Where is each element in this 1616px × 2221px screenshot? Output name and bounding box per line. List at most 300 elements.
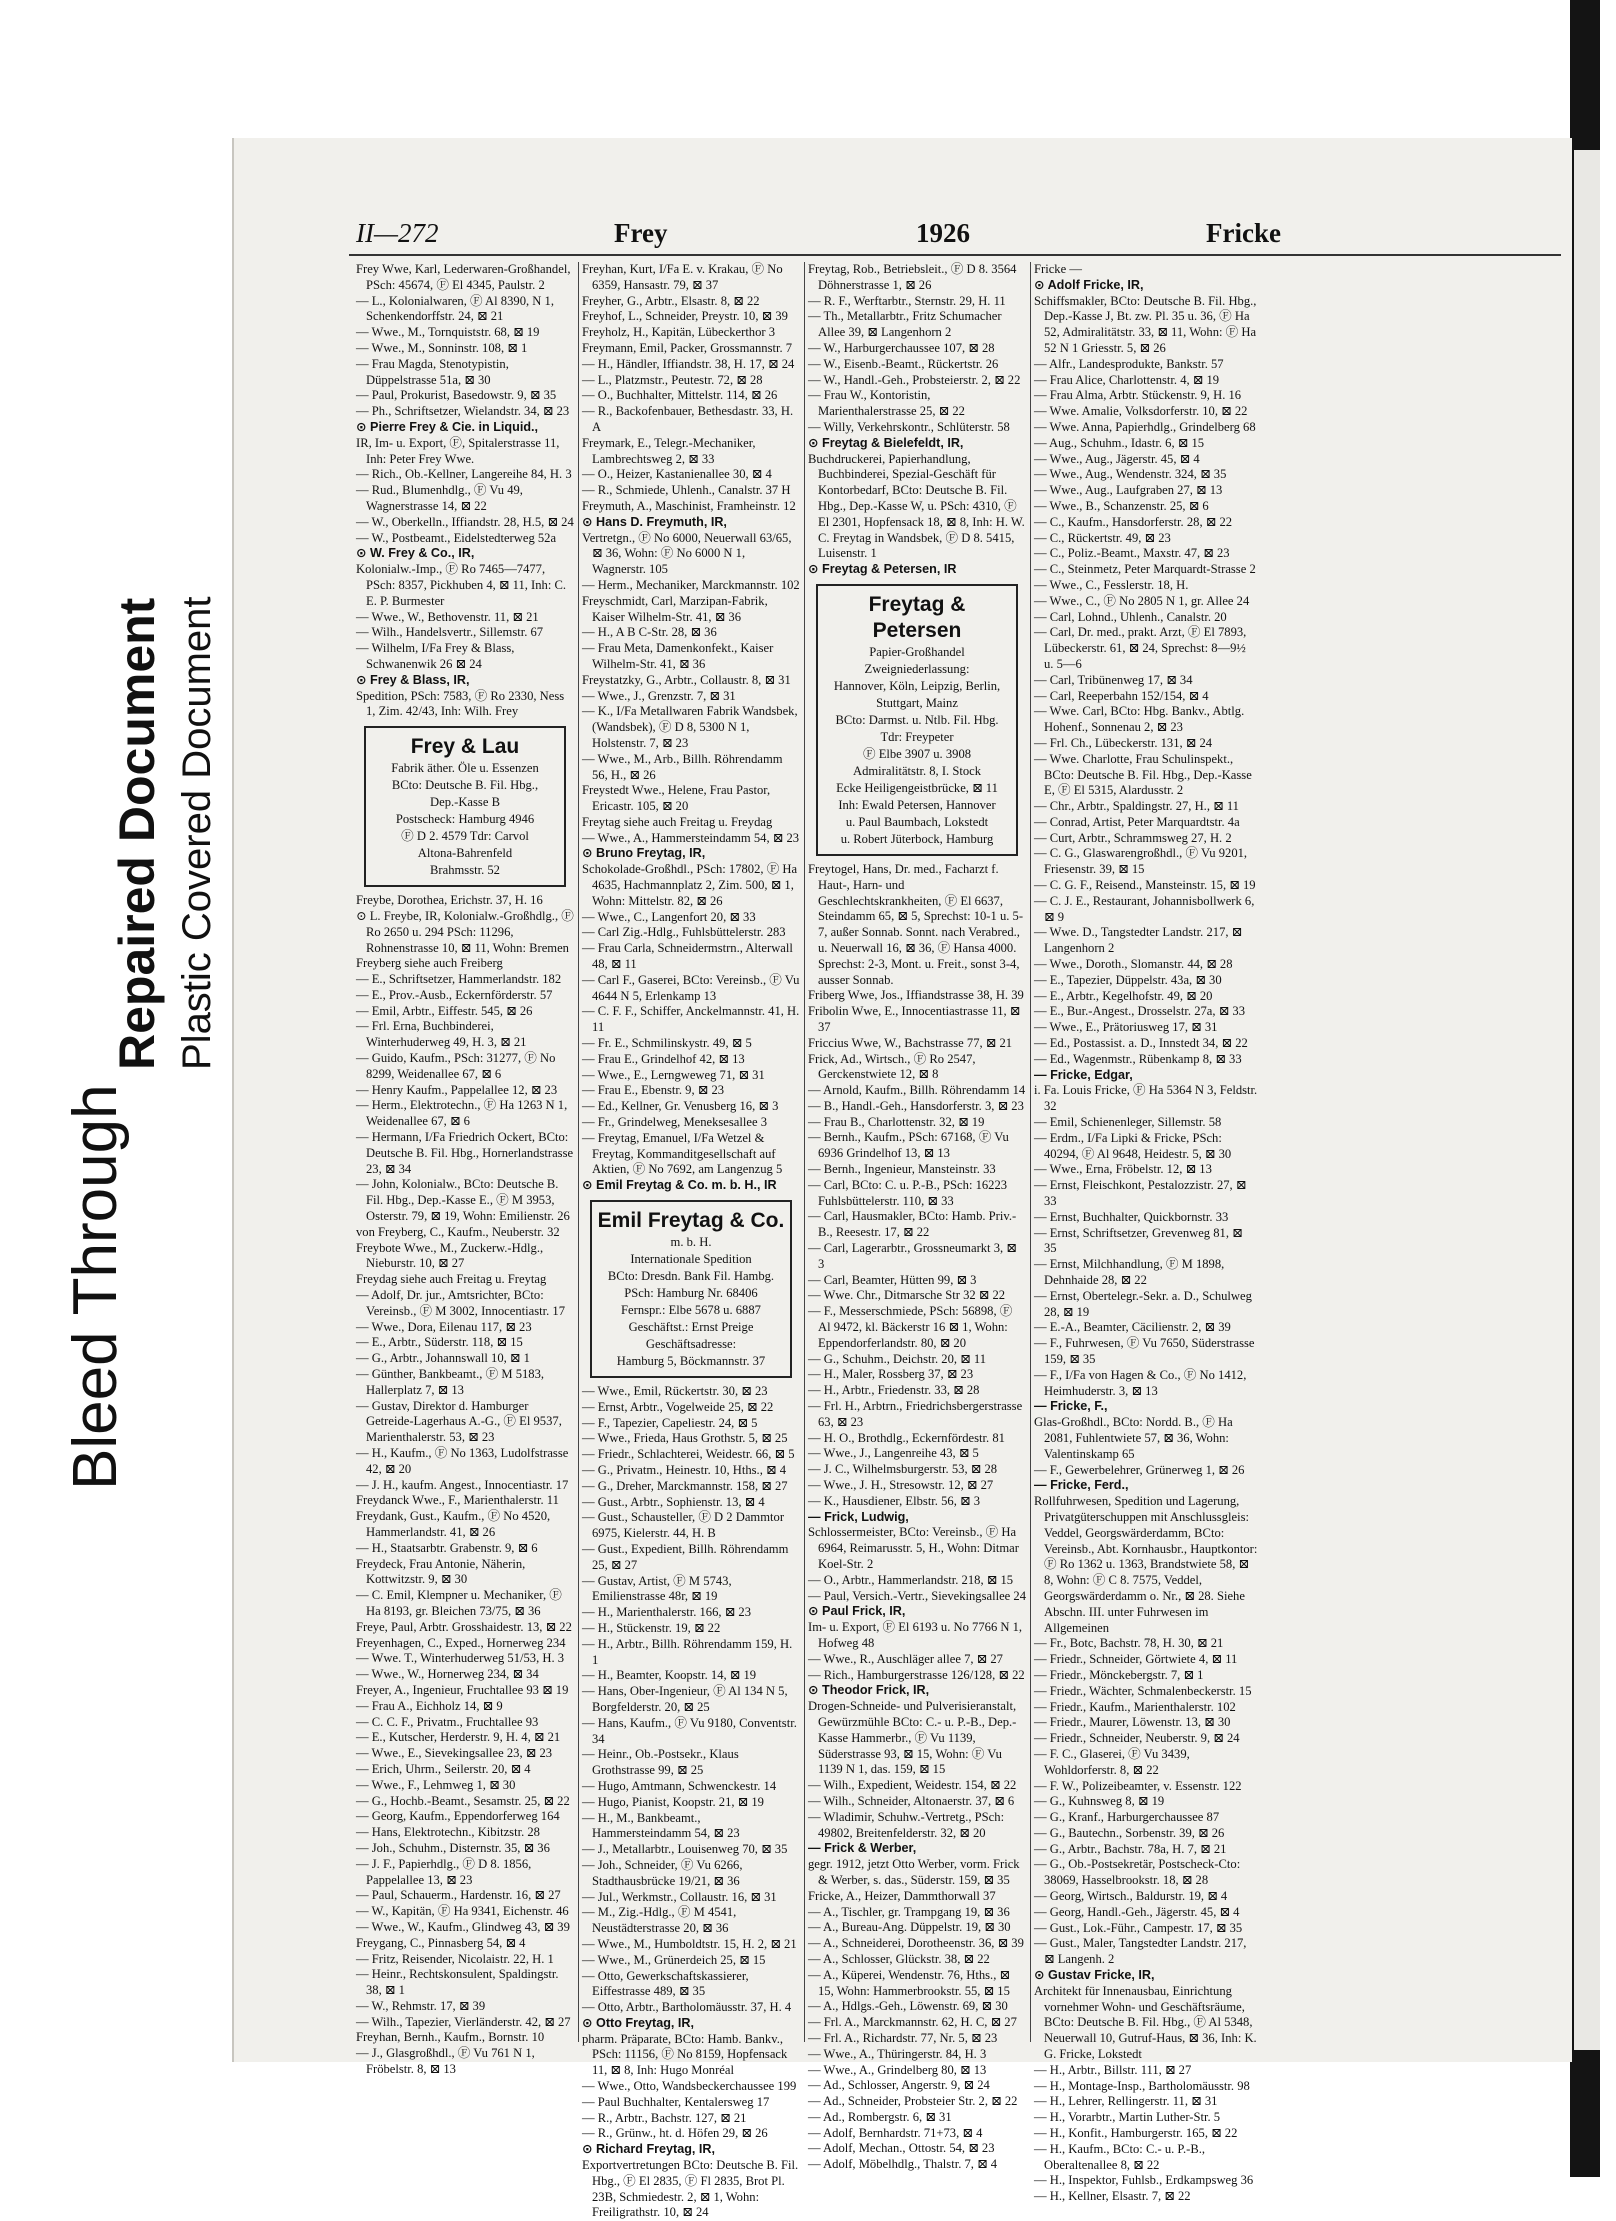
directory-entry: — R. F., Werftarbtr., Sternstr. 29, H. 11 <box>808 293 1006 308</box>
directory-entry: Freygang, C., Pinnasberg 54, ⊠ 4 <box>356 1935 526 1950</box>
ad-line: Ⓕ Elbe 3907 u. 3908 <box>862 746 972 761</box>
directory-entry: — Ernst, Buchhalter, Quickbornstr. 33 <box>1034 1209 1229 1224</box>
directory-column-2 <box>582 262 800 2220</box>
directory-entry: — C., Kaufm., Hansdorferstr. 28, ⊠ 22 <box>1034 514 1233 529</box>
firm-entry: — Frick, Ludwig, <box>808 1509 909 1524</box>
directory-entry: — W., Rehmstr. 17, ⊠ 39 <box>356 1998 486 2013</box>
directory-entry: Freystedt Wwe., Helene, Frau Pastor, Ericastr. 105, ⊠ 20 <box>582 783 771 814</box>
directory-entry: — Fritz, Reisender, Nicolaistr. 22, H. 1 <box>356 1951 554 1966</box>
ad-title: Frey & Lau <box>410 735 520 759</box>
directory-entry: — Paul, Prokurist, Basedowstr. 9, ⊠ 35 <box>356 388 557 403</box>
directory-entry: — Hugo, Pianist, Koopstr. 21, ⊠ 19 <box>582 1794 764 1809</box>
directory-entry: Fribolin Wwe, E., Innocentiastrasse 11, ⊠ 37 <box>808 1004 1021 1034</box>
ad-line: Fernspr.: Elbe 5678 u. 6887 <box>621 1303 761 1318</box>
directory-entry: — H., Kaufm., Ⓕ No 1363, Ludolfstrasse 42, ⊠ 20 <box>356 1446 569 1476</box>
directory-entry: — Rud., Blumenhdlg., Ⓕ Vu 49, Wagnerstrasse 14, ⊠ 22 <box>356 483 523 513</box>
ad-line: Hamburg 5, Böckmannstr. 37 <box>616 1354 766 1369</box>
ad-line: Dep.-Kasse B <box>430 795 500 810</box>
directory-entry: — Wwe., E., Sievekingsallee 23, ⊠ 23 <box>356 1746 553 1761</box>
ad-line: PSch: Hamburg Nr. 68406 <box>624 1286 758 1301</box>
directory-entry: — Wwe., E., Lerngweweg 71, ⊠ 31 <box>582 1067 765 1082</box>
directory-entry: — H., Lehrer, Rellingerstr. 11, ⊠ 31 <box>1034 2094 1218 2109</box>
directory-entry: Freydag siehe auch Freitag u. Freytag <box>356 1272 547 1287</box>
directory-entry: — Guido, Kaufm., PSch: 31277, Ⓕ No 8299, Weidenallee 67, ⊠ 6 <box>356 1051 556 1081</box>
directory-entry: — Gustav, Artist, Ⓕ M 5743, Emilienstrasse 48r, ⊠ 19 <box>582 1573 732 1604</box>
directory-entry: Im- u. Export, Ⓕ El 6193 u. No 7766 N 1, Hofweg 48 <box>808 1620 1023 1650</box>
directory-entry: — Wwe., W., Kaufm., Glindweg 43, ⊠ 39 <box>356 1919 570 1934</box>
ad-line: Fabrik äther. Öle u. Essenzen <box>391 761 539 776</box>
directory-entry: — G., Dreher, Marckmannstr. 158, ⊠ 27 <box>582 1478 788 1493</box>
directory-entry: — Wwe., R., Auschläger allee 7, ⊠ 27 <box>808 1651 1003 1666</box>
directory-entry: — Ed., Kellner, Gr. Venusberg 16, ⊠ 3 <box>582 1099 779 1114</box>
directory-entry: — Carl, Beamter, Hütten 99, ⊠ 3 <box>808 1272 977 1287</box>
ad-line: u. Robert Jüterbock, Hamburg <box>840 831 994 846</box>
directory-entry: — Frau E., Ebenstr. 9, ⊠ 23 <box>582 1083 725 1098</box>
directory-entry: — Günther, Bankbeamt., Ⓕ M 5183, Hallerplatz 7, ⊠ 13 <box>356 1367 545 1397</box>
directory-entry: — W., Oberkelln., Iffiandstr. 28, H.5, ⊠ 24 <box>356 514 574 529</box>
firm-entry: ⊙ Hans D. Freymuth, IR, <box>582 514 727 529</box>
header-first-name: Frey <box>614 218 668 248</box>
directory-entry: — M., Zig.-Hdlg., Ⓕ M 4541, Neustädterstrasse 20, ⊠ 36 <box>582 1905 737 1936</box>
directory-entry: — Ernst, Arbtr., Vogelweide 25, ⊠ 22 <box>582 1399 774 1414</box>
directory-entry: — Friedr., Schneider, Neuberstr. 9, ⊠ 24 <box>1034 1731 1240 1746</box>
directory-entry: — Wwe., A., Grindelberg 80, ⊠ 13 <box>808 2062 987 2077</box>
directory-entry: — C. G., Glaswarengroßhdl., Ⓕ Vu 9201, Friesenstr. 39, ⊠ 15 <box>1034 846 1248 877</box>
directory-entry: — H., Arbtr., Billh. Röhrendamm 159, H. 1 <box>582 1636 793 1667</box>
directory-entry: — O., Arbtr., Hammerlandstr. 218, ⊠ 15 <box>808 1572 1014 1587</box>
directory-entry: pharm. Präparate, BCto: Hamb. Bankv., PSch: 11156, Ⓕ No 8159, Hopfensack 11, ⊠ 8, Inh: Hugo Monréal <box>582 2031 788 2078</box>
directory-entry: — H., Kaufm., BCto: C.- u. P.-B., Oberaltenallee 8, ⊠ 22 <box>1034 2141 1206 2172</box>
plastic-covered-label: Plastic Covered Document <box>175 596 219 1070</box>
directory-entry: — W., Handl.-Geh., Probsteierstr. 2, ⊠ 22 <box>808 372 1021 387</box>
header-last-name: Fricke <box>1206 218 1281 248</box>
directory-entry: — Wwe., Frieda, Haus Grothstr. 5, ⊠ 25 <box>582 1431 788 1446</box>
ad-line: Ⓕ D 2. 4579 Tdr: Carvol <box>401 829 529 844</box>
directory-entry: — Aug., Schuhm., Idastr. 6, ⊠ 15 <box>1034 435 1205 450</box>
directory-entry: Freybote Wwe., M., Zuckerw.-Hdlg., Nieburstr. 10, ⊠ 27 <box>356 1240 544 1271</box>
directory-entry: — E., Arbtr., Kegelhofstr. 49, ⊠ 20 <box>1034 988 1213 1003</box>
directory-entry: — Ernst, Schriftsetzer, Grevenweg 81, ⊠ 35 <box>1034 1225 1243 1256</box>
directory-entry: — H., Kellner, Elsastr. 7, ⊠ 22 <box>1034 2189 1191 2204</box>
directory-entry: — O., Heizer, Kastanienallee 30, ⊠ 4 <box>582 467 772 482</box>
directory-entry: — Wwe., Doroth., Slomanstr. 44, ⊠ 28 <box>1034 957 1233 972</box>
directory-entry: — Jul., Werkmstr., Collaustr. 16, ⊠ 31 <box>582 1889 777 1904</box>
ad-line: Geschäftsadresse: <box>645 1337 737 1352</box>
directory-entry: — Gust., Lok.-Führ., Campestr. 17, ⊠ 35 <box>1034 1920 1243 1935</box>
directory-entry: Freydanck Wwe., F., Marienthalerstr. 11 <box>356 1493 559 1508</box>
directory-entry: — K., I/Fa Metallwaren Fabrik Wandsbek, (Wandsbek), Ⓕ D 8, 5300 N 1, Holstenstr. 7, ⊠ 23 <box>582 704 798 750</box>
directory-entry: — Hans, Elektrotechn., Kibitzstr. 28 <box>356 1825 540 1840</box>
directory-entry: — L., Kolonialwaren, Ⓕ Al 8390, N 1, Schenkendorffstr. 24, ⊠ 21 <box>356 293 554 324</box>
header-rule <box>349 254 1561 256</box>
directory-entry: — J., Glasgroßhdl., Ⓕ Vu 761 N 1, Fröbelstr. 8, ⊠ 13 <box>356 2046 535 2077</box>
directory-page <box>232 138 1572 2220</box>
directory-entry: — Wwe., M., Sonninstr. 108, ⊠ 1 <box>356 340 528 355</box>
ad-line: BCto: Dresdn. Bank Fil. Hambg. <box>607 1269 775 1284</box>
directory-entry: — Wwe., M., Grünerdeich 25, ⊠ 15 <box>582 1952 766 1967</box>
directory-entry: Schokolade-Großhdl., PSch: 17802, Ⓕ Ha 4635, Hachmannplatz 2, Zim. 500, ⊠ 1, Wohn: Mittelstr. 82, ⊠ 26 <box>582 862 798 908</box>
directory-entry: — Herm., Mechaniker, Marckmannstr. 102 <box>582 577 800 592</box>
directory-entry: — Willy, Verkehrskontr., Schlüterstr. 58 <box>808 419 1010 434</box>
directory-entry: — Wwe., J. H., Stresowstr. 12, ⊠ 27 <box>808 1478 994 1493</box>
directory-entry: — H., Staatsarbtr. Grabenstr. 9, ⊠ 6 <box>356 1540 538 1555</box>
directory-entry: Freystatzky, G., Arbtr., Collaustr. 8, ⊠ 31 <box>582 672 791 687</box>
directory-entry: — Wwe., M., Arb., Billh. Röhrendamm 56, H., ⊠ 26 <box>582 751 783 782</box>
directory-entry: Freyher, G., Arbtr., Elsastr. 8, ⊠ 22 <box>582 293 760 308</box>
directory-entry: — Paul, Versich.-Vertr., Sievekingsallee 24 <box>808 1588 1027 1603</box>
directory-entry: — Ernst, Milchhandlung, Ⓕ M 1898, Dehnhaide 28, ⊠ 22 <box>1034 1257 1225 1287</box>
directory-entry: — Bernh., Kaufm., PSch: 67168, Ⓕ Vu 6936 Grindelhof 13, ⊠ 13 <box>808 1130 1009 1161</box>
directory-entry: Freydeck, Frau Antonie, Näherin, Kottwitzstr. 9, ⊠ 30 <box>356 1556 526 1587</box>
directory-entry: — C. Emil, Klempner u. Mechaniker, Ⓕ Ha 8193, gr. Bleichen 73/75, ⊠ 36 <box>356 1588 562 1618</box>
directory-column-3 <box>808 262 1027 2172</box>
directory-entry: — Wwe. T., Winterhuderweg 51/53, H. 3 <box>356 1651 565 1666</box>
directory-entry: — H., Konfit., Hamburgerstr. 165, ⊠ 22 <box>1034 2126 1238 2141</box>
directory-entry: — H. O., Brothdlg., Eckernfördestr. 81 <box>808 1430 1005 1445</box>
directory-entry: — Th., Metallarbtr., Fritz Schumacher Allee 39, ⊠ Langenhorn 2 <box>808 309 1002 340</box>
ad-line: Postscheck: Hamburg 4946 <box>395 812 535 827</box>
directory-entry: — Wwe., Otto, Wandsbeckerchaussee 199 <box>582 2079 797 2094</box>
directory-entry: — Hugo, Amtmann, Schwenckestr. 14 <box>582 1778 777 1793</box>
directory-entry: — E., Bur.-Angest., Drosselstr. 27a, ⊠ 33 <box>1034 1004 1245 1019</box>
directory-entry: — H., Arbtr., Billstr. 111, ⊠ 27 <box>1034 2062 1192 2077</box>
directory-entry: Freytogel, Hans, Dr. med., Facharzt f. Haut-, Harn- und Geschlechtskrankheiten, Ⓕ El 6637, Steindamm 65, ⊠ 5, Sprechst: 10-1 u. 5-7, außer Sonnab. Sonnt. nach Verabred., u. Neuerwall 16, ⊠ 36, Ⓕ Hansa 4000. Sprechst: 2-3, Mont. u. Freit., sonst 3-4, ausser Sonnab. <box>808 861 1024 987</box>
directory-entry: ⊙ L. Freybe, IR, Kolonialw.-Großhdlg., Ⓕ Ro 2650 u. 294 PSch: 11296, Rohnenstrasse 10, ⊠ 11, Wohn: Bremen <box>356 908 574 955</box>
directory-entry: — Wwe., Aug., Wendenstr. 324, ⊠ 35 <box>1034 467 1227 482</box>
directory-entry: — K., Hausdiener, Elbstr. 56, ⊠ 3 <box>808 1493 980 1508</box>
firm-entry: ⊙ Paul Frick, IR, <box>808 1604 906 1619</box>
directory-entry: — Carl, BCto: C. u. P.-B., PSch: 16223 Fuhlsbüttelerstr. 110, ⊠ 33 <box>808 1177 1008 1208</box>
directory-entry: — Conrad, Artist, Peter Marquardtstr. 4a <box>1034 814 1240 829</box>
directory-entry: — Wwe. Chr., Ditmarsche Str 32 ⊠ 22 <box>808 1288 1006 1303</box>
directory-entry: — Rich., Hamburgerstrasse 126/128, ⊠ 22 <box>808 1667 1025 1682</box>
directory-entry: — F., Messerschmiede, PSch: 56898, Ⓕ Al 9472, kl. Bäckerstr 16 ⊠ 1, Wohn: Eppendorferlandstr. 80, ⊠ 20 <box>808 1304 1013 1350</box>
directory-entry: — Friedr., Maurer, Löwenstr. 13, ⊠ 30 <box>1034 1715 1231 1730</box>
directory-entry: i. Fa. Louis Fricke, Ⓕ Ha 5364 N 3, Feldstr. 32 <box>1034 1083 1258 1114</box>
directory-entry: — Adolf, Mechan., Ottostr. 54, ⊠ 23 <box>808 2141 995 2156</box>
firm-entry: ⊙ Freytag & Petersen, IR <box>808 562 957 577</box>
directory-entry: Spedition, PSch: 7583, Ⓕ Ro 2330, Ness 1, Zim. 42/43, Inh: Wilh. Frey <box>356 688 565 719</box>
directory-entry: — H., Arbtr., Friedenstr. 33, ⊠ 28 <box>808 1383 980 1398</box>
directory-entry: Freyhan, Kurt, I/Fa E. v. Krakau, Ⓕ No 6359, Hansastr. 79, ⊠ 37 <box>582 262 783 292</box>
ad-line: Hannover, Köln, Leipzig, Berlin, <box>833 678 1001 693</box>
firm-entry: ⊙ Adolf Fricke, IR, <box>1034 277 1144 292</box>
directory-entry: Kolonialw.-Imp., Ⓕ Ro 7465—7477, PSch: 8357, Pickhuben 4, ⊠ 11, Inh: C. E. P. Burmester <box>356 562 567 608</box>
directory-entry: — Frl. Erna, Buchbinderei, Winterhuderweg 49, H. 3, ⊠ 21 <box>356 1019 527 1050</box>
directory-entry: — F. C., Glaserei, Ⓕ Vu 3439, Wohldorferstr. 8, ⊠ 22 <box>1034 1746 1190 1777</box>
directory-entry: — H., Marienthalerstr. 166, ⊠ 23 <box>582 1605 751 1620</box>
directory-entry: Exportvertretungen BCto: Deutsche B. Fil. Hbg., Ⓕ El 2835, Ⓕ Fl 2835, Brot Pl. 23B, Schmiedestr. 2, ⊠ 1, Wohn: Freiligrathstr. 10, ⊠ 24 <box>582 2158 799 2220</box>
directory-entry: — H., Montage-Insp., Bartholomäusstr. 98 <box>1034 2078 1250 2093</box>
directory-entry: Freytag, Rob., Betriebsleit., Ⓕ D 8. 3564 Döhnerstrasse 1, ⊠ 26 <box>808 262 1017 292</box>
directory-entry: Freymark, E., Telegr.-Mechaniker, Lambrechtsweg 2, ⊠ 33 <box>582 435 756 466</box>
adjacent-page-fold <box>1574 150 1600 2050</box>
ad-line: Papier-Großhandel <box>869 644 965 659</box>
directory-entry: — Carl, Hausmakler, BCto: Hamb. Priv.-B., Reesestr. 17, ⊠ 22 <box>808 1209 1017 1240</box>
directory-entry: Freye, Paul, Arbtr. Grosshaidestr. 13, ⊠ 22 <box>356 1619 572 1634</box>
directory-entry: — Heinr., Rechtskonsulent, Spaldingstr. 38, ⊠ 1 <box>356 1967 559 1998</box>
directory-entry: Schiffsmakler, BCto: Deutsche B. Fil. Hbg., Dep.-Kasse J, Bt. zw. Pl. 35 u. 36, Ⓕ Ha 52, Admiralitätstr. 33, ⊠ 11, Wohn: Ⓕ Ha 52 N 1 Griesstr. 5, ⊠ 26 <box>1034 293 1257 355</box>
directory-entry: — F., Fuhrwesen, Ⓕ Vu 7650, Süderstrasse 159, ⊠ 35 <box>1034 1336 1255 1366</box>
directory-entry: — G., Arbtr., Johannswall 10, ⊠ 1 <box>356 1351 530 1366</box>
directory-entry: — Hans, Kaufm., Ⓕ Vu 9180, Conventstr. 34 <box>582 1715 797 1746</box>
directory-entry: — Fr., Grindelweg, Meneksesallee 3 <box>582 1115 768 1130</box>
directory-entry: — Wwe., A., Hammersteindamm 54, ⊠ 23 <box>582 830 800 845</box>
directory-entry: — Wilhelm, I/Fa Frey & Blass, Schwanenwik 26 ⊠ 24 <box>356 641 515 671</box>
directory-entry: — Henry Kaufm., Pappelallee 12, ⊠ 23 <box>356 1082 558 1097</box>
directory-entry: — Frau W., Kontoristin, Marienthalerstrasse 25, ⊠ 22 <box>808 388 965 419</box>
directory-entry: — Georg, Wirtsch., Baldurstr. 19, ⊠ 4 <box>1034 1889 1228 1904</box>
directory-entry: — E.-A., Beamter, Cäcilienstr. 2, ⊠ 39 <box>1034 1320 1231 1335</box>
firm-entry: ⊙ Emil Freytag & Co. m. b. H., IR <box>582 1178 777 1193</box>
directory-entry: — Adolf, Möbelhdlg., Thalstr. 7, ⊠ 4 <box>808 2157 998 2172</box>
directory-entry: — Hans, Ober-Ingenieur, Ⓕ Al 134 N 5, Borgfelderstr. 20, ⊠ 25 <box>582 1684 788 1714</box>
directory-entry: — Wwe., W., Bethovenstr. 11, ⊠ 21 <box>356 609 539 624</box>
ad-line: Stuttgart, Mainz <box>876 695 958 710</box>
directory-entry: — J. C., Wilhelmsburgerstr. 53, ⊠ 28 <box>808 1462 998 1477</box>
directory-entry: — L., Platzmstr., Peutestr. 72, ⊠ 28 <box>582 372 763 387</box>
directory-entry: — F. W., Polizeibeamter, v. Essenstr. 122 <box>1034 1778 1242 1793</box>
directory-entry: — A., Schneiderei, Dorotheenstr. 36, ⊠ 39 <box>808 1936 1024 1951</box>
ad-title: Freytag & Petersen <box>868 592 966 642</box>
ad-line: Brahmsstr. 52 <box>430 863 500 878</box>
directory-entry: — Wwe. Amalie, Volksdorferstr. 10, ⊠ 22 <box>1034 404 1248 419</box>
directory-entry: — Fr., Botc, Bachstr. 78, H. 30, ⊠ 21 <box>1034 1636 1224 1651</box>
directory-entry: — Wwe., M., Tornquiststr. 68, ⊠ 19 <box>356 325 540 340</box>
advertisement-box <box>364 726 566 887</box>
directory-entry: — C. F. F., Schiffer, Anckelmannstr. 41, H. 11 <box>582 1004 800 1035</box>
directory-entry: — E., Prov.-Ausb., Eckernförderstr. 57 <box>356 987 553 1002</box>
ad-line: Tdr: Freypeter <box>880 729 954 744</box>
directory-entry: — Georg, Handl.-Geh., Jägerstr. 45, ⊠ 4 <box>1034 1904 1240 1919</box>
column-divider <box>1030 262 1031 2042</box>
directory-entry: — Herm., Elektrotechn., Ⓕ Ha 1263 N 1, Weidenallee 67, ⊠ 6 <box>356 1098 568 1129</box>
ad-line: Altona-Bahrenfeld <box>417 846 513 861</box>
directory-entry: — C., Poliz.-Beamt., Maxstr. 47, ⊠ 23 <box>1034 546 1230 561</box>
directory-entry: — Bernh., Ingenieur, Mansteinstr. 33 <box>808 1162 996 1177</box>
ad-line: u. Paul Baumbach, Lokstedt <box>845 814 989 829</box>
firm-entry: ⊙ Freytag & Bielefeldt, IR, <box>808 435 964 450</box>
directory-entry: — A., Küperei, Wendenstr. 76, Hths., ⊠ 15, Wohn: Hammerbrookstr. 55, ⊠ 15 <box>808 1967 1011 1998</box>
directory-entry: — C., Steinmetz, Peter Marquardt-Strasse 2 <box>1034 562 1256 577</box>
firm-entry: ⊙ Gustav Fricke, IR, <box>1034 1968 1155 1983</box>
directory-entry: — Otto, Arbtr., Bartholomäusstr. 37, H. 4 <box>582 2000 792 2015</box>
directory-entry: — Wwe., A., Thüringerstr. 84, H. 3 <box>808 2046 987 2061</box>
directory-entry: — O., Buchhalter, Mittelstr. 114, ⊠ 26 <box>582 388 778 403</box>
directory-entry: — R., Backofenbauer, Bethesdastr. 33, H. A <box>582 404 794 434</box>
directory-entry: — Wwe., C., Ⓕ No 2805 N 1, gr. Allee 24 <box>1034 593 1250 608</box>
directory-entry: — Wwe., J., Grenzstr. 7, ⊠ 31 <box>582 688 736 703</box>
page-number: II—272 <box>356 218 439 248</box>
directory-entry: — Wwe. Carl, BCto: Hbg. Bankv., Abtlg. Hohenf., Sonnenau 2, ⊠ 23 <box>1034 704 1245 735</box>
ad-line: Internationale Spedition <box>630 1252 752 1267</box>
directory-entry: — Frl. A., Richardstr. 77, Nr. 5, ⊠ 23 <box>808 2030 998 2045</box>
directory-entry: — Adolf, Bernhardstr. 71+73, ⊠ 4 <box>808 2125 983 2140</box>
directory-entry: — W., Postbeamt., Eidelstedterweg 52a <box>356 530 557 545</box>
directory-entry: — Wwe., C., Langenfort 20, ⊠ 33 <box>582 909 756 924</box>
directory-entry: — B., Handl.-Geh., Hansdorferstr. 3, ⊠ 23 <box>808 1098 1024 1113</box>
directory-entry: — F., Gewerbelehrer, Grünerweg 1, ⊠ 26 <box>1034 1462 1245 1477</box>
directory-entry: — W., Harburgerchaussee 107, ⊠ 28 <box>808 340 995 355</box>
directory-entry: — J. H., kaufm. Angest., Innocentiastr. 17 <box>356 1477 569 1492</box>
directory-entry: — Ph., Schriftsetzer, Wielandstr. 34, ⊠ 23 <box>356 404 570 419</box>
ad-line: m. b. H. <box>670 1235 712 1250</box>
directory-entry: — Wwe. D., Tangstedter Landstr. 217, ⊠ Langenhorn 2 <box>1034 925 1243 956</box>
directory-entry: Freyenhagen, C., Exped., Hornerweg 234 <box>356 1635 566 1650</box>
directory-entry: — C. G. F., Reisend., Mansteinstr. 15, ⊠ 19 <box>1034 878 1256 893</box>
firm-entry: ⊙ Frey & Blass, IR, <box>356 672 470 687</box>
directory-entry: — Joh., Schuhm., Disternstr. 35, ⊠ 36 <box>356 1840 550 1855</box>
directory-entry: IR, Im- u. Export, Ⓕ, Spitalerstrasse 11, Inh: Peter Frey Wwe. <box>356 435 560 466</box>
directory-entry: — Wwe., F., Lehmweg 1, ⊠ 30 <box>356 1777 516 1792</box>
directory-entry: — W., Eisenb.-Beamt., Rückertstr. 26 <box>808 356 999 371</box>
directory-entry: — Ernst, Fleischkont, Pestalozzistr. 27, ⊠ 33 <box>1034 1178 1247 1209</box>
directory-entry: — G., Hochb.-Beamt., Sesamstr. 25, ⊠ 22 <box>356 1793 570 1808</box>
directory-entry: — Wwe., J., Langenreihe 43, ⊠ 5 <box>808 1446 979 1461</box>
directory-entry: — G., Arbtr., Bachstr. 78a, H. 7, ⊠ 21 <box>1034 1841 1227 1856</box>
directory-entry: — Frl. Ch., Lübeckerstr. 131, ⊠ 24 <box>1034 735 1213 750</box>
adjacent-page-edge <box>1570 0 1600 2177</box>
directory-entry: — E., Schriftsetzer, Hammerlandstr. 182 <box>356 972 562 987</box>
directory-entry: — Ad., Schneider, Probsteier Str. 2, ⊠ 22 <box>808 2094 1018 2109</box>
directory-entry: — H., Vorarbtr., Martin Luther-Str. 5 <box>1034 2110 1221 2125</box>
directory-entry: Freyschmidt, Carl, Marzipan-Fabrik, Kaiser Wilhelm-Str. 41, ⊠ 36 <box>582 593 768 624</box>
directory-entry: — Wwe., Erna, Fröbelstr. 12, ⊠ 13 <box>1034 1162 1212 1177</box>
bleed-through-label: Bleed Through <box>61 1084 130 1490</box>
directory-entry: — G., Bautechn., Sorbenstr. 39, ⊠ 26 <box>1034 1825 1225 1840</box>
firm-entry: ⊙ W. Frey & Co., IR, <box>356 546 475 561</box>
directory-entry: — Carl, Lagerarbtr., Grossneumarkt 3, ⊠ 3 <box>808 1241 1017 1271</box>
directory-entry: — G., Ob.-Postsekretär, Postscheck-Cto: 38069, Hasselbrookstr. 18, ⊠ 28 <box>1034 1857 1241 1888</box>
directory-entry: — Wwe., E., Prätoriusweg 17, ⊠ 31 <box>1034 1020 1218 1035</box>
directory-entry: Freyberg siehe auch Freiberg <box>356 956 503 971</box>
directory-column-1 <box>356 262 574 2077</box>
directory-entry: — Wilh., Schneider, Altonaerstr. 37, ⊠ 6 <box>808 1793 1015 1808</box>
directory-entry: Freytag siehe auch Freitag u. Freydag <box>582 814 773 829</box>
advertisement-box <box>590 1200 792 1378</box>
directory-entry: — C. J. E., Restaurant, Johannisbollwerk 6, ⊠ 9 <box>1034 893 1255 924</box>
column-divider <box>804 262 805 2042</box>
directory-entry: — Wwe., Aug., Laufgraben 27, ⊠ 13 <box>1034 483 1223 498</box>
directory-entry: — G., Privatm., Heinestr. 10, Hths., ⊠ 4 <box>582 1463 786 1477</box>
directory-entry: — Arnold, Kaufm., Billh. Röhrendamm 14 <box>808 1083 1026 1098</box>
directory-entry: — Frau A., Eichholz 14, ⊠ 9 <box>356 1698 503 1713</box>
directory-entry: Fricke — <box>1034 262 1082 276</box>
firm-entry: ⊙ Theodor Frick, IR, <box>808 1683 930 1698</box>
directory-entry: — E., Kutscher, Herderstr. 9, H. 4, ⊠ 21 <box>356 1730 561 1745</box>
directory-entry: Freybe, Dorothea, Erichstr. 37, H. 16 <box>356 893 543 908</box>
directory-entry: — H., A B C-Str. 28, ⊠ 36 <box>582 625 717 640</box>
directory-entry: — Adolf, Dr. jur., Amtsrichter, BCto: Vereinsb., Ⓕ M 3002, Innocentiastr. 17 <box>356 1288 566 1318</box>
directory-entry: — H., Händler, Iffiandstr. 38, H. 17, ⊠ 24 <box>582 356 795 371</box>
directory-column-4 <box>1034 262 1258 2204</box>
directory-entry: Architekt für Innenausbau, Einrichtung vornehmer Wohn- und Geschäftsräume, BCto: Deutsche B. Fil. Hbg., Ⓕ Al 5348, Neuerwall 10, Gutruf-Haus, ⊠ 36, Inh: K. G. Fricke, Lokstedt <box>1034 1983 1257 2062</box>
directory-entry: — Wwe., Dora, Eilenau 117, ⊠ 23 <box>356 1319 532 1334</box>
directory-entry: — Wwe., Aug., Jägerstr. 45, ⊠ 4 <box>1034 451 1200 466</box>
header-year: 1926 <box>916 218 970 248</box>
firm-entry: — Fricke, F., <box>1034 1399 1108 1414</box>
directory-entry: — Freytag, Emanuel, I/Fa Wetzel & Freytag, Kommanditgesellschaft auf Aktien, Ⓕ No 7692, am Langenzug 5 <box>582 1130 783 1177</box>
directory-entry: — Friedr., Kaufm., Marienthalerstr. 102 <box>1034 1699 1236 1714</box>
advertisement-box <box>816 584 1018 856</box>
directory-entry: — Frl. A., Marckmannstr. 62, H. C, ⊠ 27 <box>808 2015 1017 2030</box>
directory-entry: — A., Tischler, gr. Trampgang 19, ⊠ 36 <box>808 1904 1010 1919</box>
directory-entry: — G., Kuhnsweg 8, ⊠ 19 <box>1034 1794 1165 1809</box>
directory-entry: — Friedr., Mönckebergstr. 7, ⊠ 1 <box>1034 1667 1204 1682</box>
directory-entry: — H., Beamter, Koopstr. 14, ⊠ 19 <box>582 1668 757 1683</box>
directory-entry: — C. C. F., Privatm., Fruchtallee 93 <box>356 1714 539 1729</box>
directory-entry: von Freyberg, C., Kaufm., Neuberstr. 32 <box>356 1224 560 1239</box>
firm-entry: ⊙ Bruno Freytag, IR, <box>582 846 706 861</box>
directory-entry: Schlossermeister, BCto: Vereinsb., Ⓕ Ha 6964, Reimarusstr. 5, H., Wohn: Ditmar Koel-Str. 2 <box>808 1525 1019 1571</box>
directory-entry: — Carl, Reeperbahn 152/154, ⊠ 4 <box>1034 688 1209 703</box>
directory-entry: — Frau Carla, Schneidermstrn., Alterwall 48, ⊠ 11 <box>582 941 793 972</box>
directory-entry: gegr. 1912, jetzt Otto Werber, vorm. Frick & Werber, s. das., Süderstr. 159, ⊠ 35 <box>808 1857 1020 1887</box>
ad-line: Admiralitätstr. 8, I. Stock <box>852 763 982 778</box>
directory-entry: — Wwe., C., Fesslerstr. 18, H. <box>1034 577 1189 592</box>
directory-entry: Freyer, A., Ingenieur, Fruchtallee 93 ⊠ 19 <box>356 1682 569 1697</box>
directory-entry: Glas-Großhdl., BCto: Nordd. B., Ⓕ Ha 2081, Fuhlentwiete 57, ⊠ 36, Wohn: Valentinskamp 65 <box>1034 1415 1233 1461</box>
directory-entry: Fricke, A., Heizer, Dammthorwall 37 <box>808 1888 996 1903</box>
directory-entry: — E., Arbtr., Süderstr. 118, ⊠ 15 <box>356 1335 523 1350</box>
directory-entry: — Emil, Schienenleger, Sillemstr. 58 <box>1034 1115 1222 1130</box>
directory-entry: — C., Rückertstr. 49, ⊠ 23 <box>1034 530 1171 545</box>
directory-entry: Vertretgn., Ⓕ No 6000, Neuerwall 63/65, ⊠ 36, Wohn: Ⓕ No 6000 N 1, Wagnerstr. 105 <box>582 530 792 577</box>
directory-entry: — Gustav, Direktor d. Hamburger Getreide-Lagerhaus A.-G., Ⓕ El 9537, Marienthalerstr. 53, ⊠ 23 <box>356 1398 562 1445</box>
directory-entry: — Chr., Arbtr., Spaldingstr. 27, H., ⊠ 11 <box>1034 799 1239 814</box>
directory-entry: — Paul Buchhalter, Kentalersweg 17 <box>582 2094 770 2109</box>
directory-entry: Frey Wwe, Karl, Lederwaren-Großhandel, PSch: 45674, Ⓕ El 4345, Paulstr. 2 <box>356 262 571 292</box>
directory-entry: — R., Grünw., ht. d. Höfen 29, ⊠ 26 <box>582 2126 768 2141</box>
directory-entry: — Frau Magda, Stenotypistin, Düppelstrasse 51a, ⊠ 30 <box>356 356 509 387</box>
directory-entry: Freyholz, H., Kapitän, Lübeckerthor 3 <box>582 325 776 340</box>
directory-entry: — Ad., Rombergstr. 6, ⊠ 31 <box>808 2109 952 2124</box>
ad-line: BCto: Deutsche B. Fil. Hbg., <box>391 778 539 793</box>
directory-entry: — G., Kranf., Harburgerchaussee 87 <box>1034 1810 1220 1825</box>
directory-entry: — Carl, Lohnd., Uhlenh., Canalstr. 20 <box>1034 609 1227 624</box>
directory-entry: Frick, Ad., Wirtsch., Ⓕ Ro 2547, Gerckenstwiete 12, ⊠ 8 <box>808 1051 976 1082</box>
directory-entry: — Erdm., I/Fa Lipki & Fricke, PSch: 40294, Ⓕ Al 9648, Heidestr. 5, ⊠ 30 <box>1034 1130 1232 1161</box>
directory-entry: — Wwe., Emil, Rückertstr. 30, ⊠ 23 <box>582 1384 768 1399</box>
directory-entry: — R., Schmiede, Uhlenh., Canalstr. 37 H <box>582 483 791 498</box>
directory-entry: — Carl, Dr. med., prakt. Arzt, Ⓕ El 7893, Lübeckerstr. 61, ⊠ 24, Sprechst: 8—9½ u. 5—6 <box>1034 625 1247 671</box>
directory-entry: — Wwe. Charlotte, Frau Schulinspekt., BCto: Deutsche B. Fil. Hbg., Dep.-Kasse E, Ⓕ El 5315, Alardusstr. 2 <box>1034 751 1252 798</box>
directory-entry: — Ernst, Obertelegr.-Sekr. a. D., Schulweg 28, ⊠ 19 <box>1034 1288 1252 1319</box>
directory-entry: — Wwe., B., Schanzenstr. 25, ⊠ 6 <box>1034 498 1209 513</box>
directory-entry: — Joh., Schneider, Ⓕ Vu 6266, Stadthausbrücke 19/21, ⊠ 36 <box>582 1857 743 1888</box>
directory-entry: — Carl, Tribünenweg 17, ⊠ 34 <box>1034 672 1193 687</box>
ad-line: Zweigniederlassung: <box>864 661 970 676</box>
directory-entry: — Ed., Postassist. a. D., Innstedt 34, ⊠ 22 <box>1034 1036 1248 1051</box>
directory-entry: Friberg Wwe, Jos., Iffiandstrasse 38, H. 39 <box>808 988 1024 1003</box>
directory-entry: — Wilh., Expedient, Weidestr. 154, ⊠ 22 <box>808 1778 1017 1793</box>
directory-entry: — A., Schlosser, Glückstr. 38, ⊠ 22 <box>808 1951 990 1966</box>
directory-entry: — Frau Meta, Damenkonfekt., Kaiser Wilhelm-Str. 41, ⊠ 36 <box>582 641 774 671</box>
directory-entry: — Wilh., Tapezier, Vierländerstr. 42, ⊠ 27 <box>356 2014 571 2029</box>
directory-entry: Rollfuhrwesen, Spedition und Lagerung, Privatgüterschuppen mit Anschlussgleis: Veddel, Georgswärderdamm, BCto: Vereinsb., Abt. Kornhausbr., Hauptkontor: Ⓕ Ro 1362 u. 1363, Brandstwiete 58, ⊠ 8, Wohn: Ⓕ C 8. 7575, Veddel, Georgswärderdamm o. Nr., ⊠ 28. Siehe Abschn. III. unter Fuhrwesen im Allgemeinen <box>1034 1494 1258 1635</box>
directory-entry: — Otto, Gewerkschaftskassierer, Eiffestrasse 489, ⊠ 35 <box>582 1968 749 1999</box>
directory-entry: — A., Bureau-Ang. Düppelstr. 19, ⊠ 30 <box>808 1920 1011 1935</box>
firm-entry: ⊙ Otto Freytag, IR, <box>582 2015 695 2030</box>
directory-entry: — Gust., Expedient, Billh. Röhrendamm 25, ⊠ 27 <box>582 1541 789 1572</box>
directory-entry: — Frl. H., Arbtrn., Friedrichsbergerstrasse 63, ⊠ 23 <box>808 1399 1023 1429</box>
directory-entry: Buchdruckerei, Papierhandlung, Buchbinderei, Spezial-Geschäft für Kontorbedarf, BCto: Deutsche B. Fil. Hbg., Dep.-Kasse W, u. PSch: 4310, Ⓕ El 2301, Hopfensack 18, ⊠ 8, Inh: H. W. C. Freytag in Wandsbek, Ⓕ D 8. 5415, Luisenstr. 1 <box>808 451 1025 561</box>
directory-entry: — H., Maler, Rossberg 37, ⊠ 23 <box>808 1367 974 1382</box>
directory-entry: — A., Hdlgs.-Geh., Löwenstr. 69, ⊠ 30 <box>808 1999 1008 2014</box>
directory-entry: — Ad., Schlosser, Angerstr. 9, ⊠ 24 <box>808 2078 990 2093</box>
directory-entry: — R., Arbtr., Bachstr. 127, ⊠ 21 <box>582 2110 747 2125</box>
directory-entry: — Gust., Maler, Tangstedter Landstr. 217, ⊠ Langenh. 2 <box>1034 1936 1247 1967</box>
